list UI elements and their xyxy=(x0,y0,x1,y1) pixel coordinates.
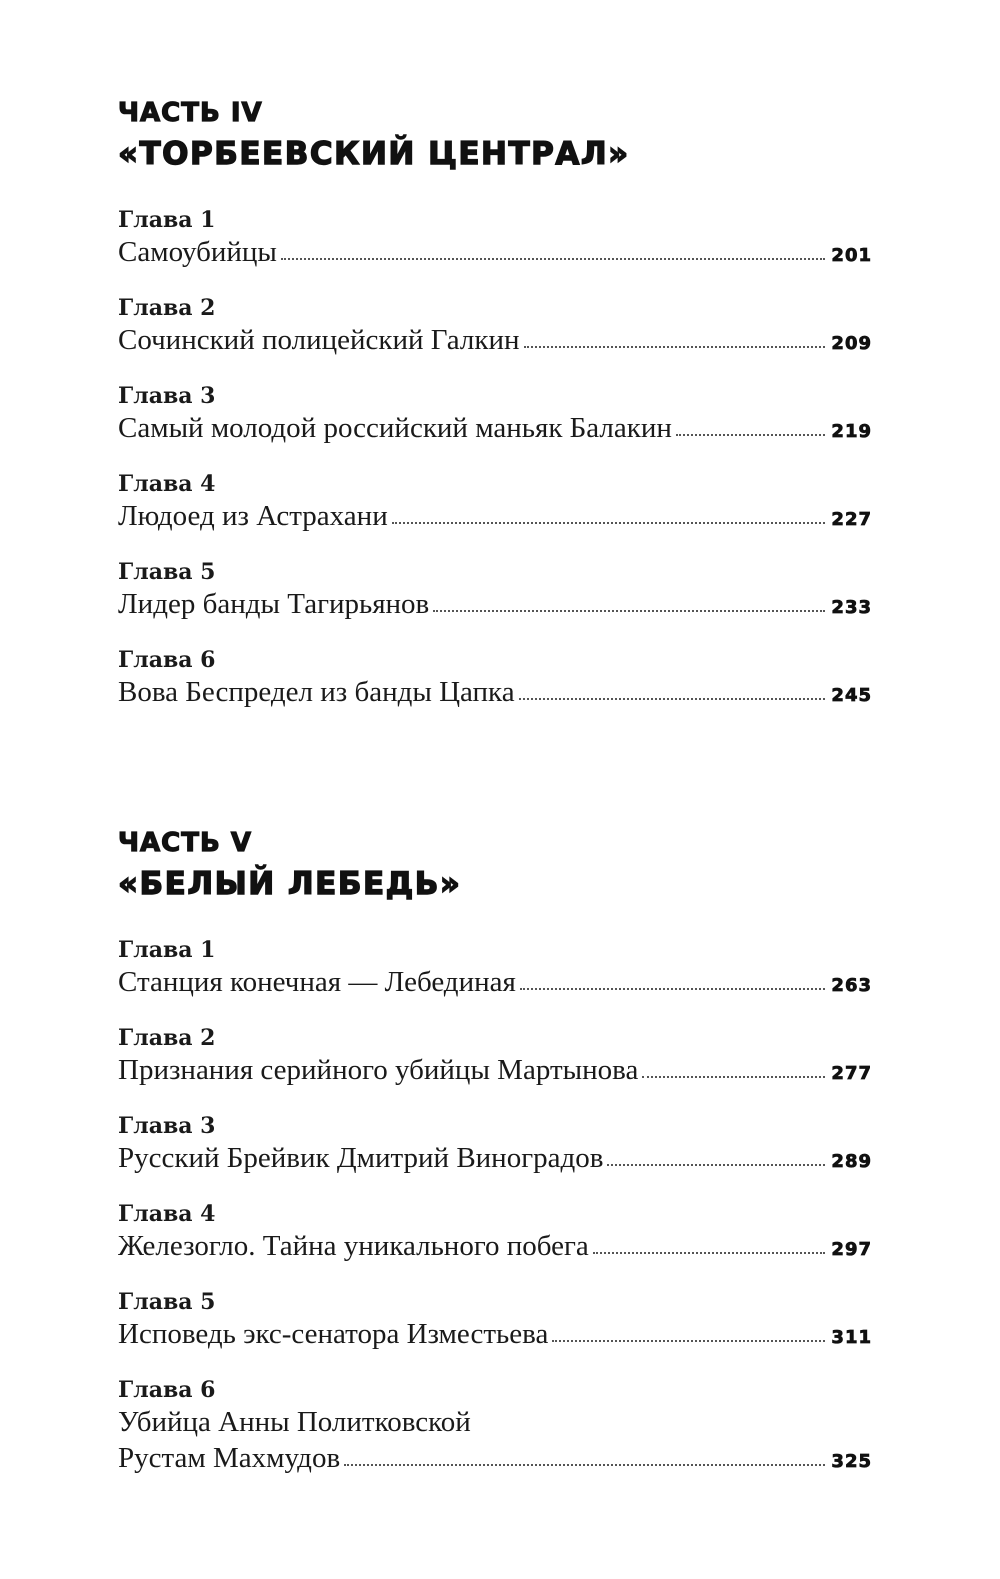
chapter-entry[interactable] xyxy=(118,646,872,734)
page-number: 209 xyxy=(831,333,872,354)
chapter-number: Глава 3 xyxy=(118,1113,216,1139)
page-number: 219 xyxy=(831,421,872,442)
dot-leader xyxy=(520,988,826,990)
chapter-title: Сочинский полицейский Галкин xyxy=(118,324,520,356)
dot-leader xyxy=(281,258,826,260)
dot-leader xyxy=(392,522,826,524)
chapter-title: Железогло. Тайна уникального побега xyxy=(118,1230,589,1262)
chapter-entry[interactable] xyxy=(118,1288,872,1376)
chapter-title-line-2: Рустам Махмудов xyxy=(118,1442,341,1474)
chapter-entry[interactable] xyxy=(118,1200,872,1288)
chapter-list xyxy=(118,206,872,734)
chapter-number: Глава 1 xyxy=(118,207,216,233)
chapter-title: Самый молодой российский маньяк Балакин xyxy=(118,412,672,444)
dot-leader xyxy=(519,698,826,700)
chapter-number: Глава 4 xyxy=(118,471,216,497)
dot-leader xyxy=(593,1252,826,1254)
part-label: ЧАСТЬ IV xyxy=(118,98,263,128)
page-number: 227 xyxy=(831,509,872,530)
chapter-number: Глава 1 xyxy=(118,937,216,963)
page-number: 325 xyxy=(831,1451,872,1472)
chapter-number: Глава 6 xyxy=(118,647,216,673)
chapter-number: Глава 2 xyxy=(118,1025,216,1051)
chapter-entry[interactable] xyxy=(118,470,872,558)
chapter-title: Русский Брейвик Дмитрий Виноградов xyxy=(118,1142,604,1174)
chapter-list xyxy=(118,936,872,1500)
chapter-title-line-1: Убийца Анны Политковской xyxy=(118,1406,471,1438)
chapter-title: Лидер банды Тагирьянов xyxy=(118,588,430,620)
page-number: 245 xyxy=(831,685,872,706)
dot-leader xyxy=(433,610,825,612)
page-number: 311 xyxy=(831,1327,872,1348)
chapter-number: Глава 4 xyxy=(118,1201,216,1227)
dot-leader xyxy=(344,1464,825,1466)
dot-leader xyxy=(524,346,826,348)
chapter-title: Признания серийного убийцы Мартынова xyxy=(118,1054,639,1086)
chapter-number: Глава 5 xyxy=(118,559,216,585)
chapter-entry[interactable] xyxy=(118,206,872,294)
dot-leader xyxy=(607,1164,825,1166)
part-v xyxy=(118,828,872,1500)
chapter-title: Самоубийцы xyxy=(118,236,277,268)
page-number: 289 xyxy=(831,1151,872,1172)
page-number: 297 xyxy=(831,1239,872,1260)
chapter-title: Людоед из Астрахани xyxy=(118,500,388,532)
chapter-number: Глава 5 xyxy=(118,1289,216,1315)
dot-leader xyxy=(552,1340,825,1342)
chapter-title: Исповедь экс-сенатора Изместьева xyxy=(118,1318,549,1350)
chapter-entry[interactable] xyxy=(118,558,872,646)
part-label: ЧАСТЬ V xyxy=(118,828,252,858)
chapter-entry[interactable] xyxy=(118,1024,872,1112)
chapter-title: Вова Беспредел из банды Цапка xyxy=(118,676,515,708)
page-number: 233 xyxy=(831,597,872,618)
page-number: 201 xyxy=(831,245,872,266)
part-iv xyxy=(118,98,872,734)
dot-leader xyxy=(642,1076,825,1078)
page-number: 263 xyxy=(831,975,872,996)
chapter-number: Глава 2 xyxy=(118,295,216,321)
chapter-entry[interactable] xyxy=(118,1112,872,1200)
chapter-number: Глава 3 xyxy=(118,383,216,409)
part-title: «БЕЛЫЙ ЛЕБЕДЬ» xyxy=(118,866,462,902)
chapter-entry[interactable] xyxy=(118,936,872,1024)
dot-leader xyxy=(676,434,826,436)
part-title: «ТОРБЕЕВСКИЙ ЦЕНТРАЛ» xyxy=(118,136,630,172)
chapter-title: Станция конечная — Лебединая xyxy=(118,966,516,998)
table-of-contents xyxy=(118,98,872,1500)
chapter-number: Глава 6 xyxy=(118,1377,216,1403)
chapter-entry[interactable] xyxy=(118,1376,872,1500)
page-number: 277 xyxy=(831,1063,872,1084)
chapter-entry[interactable] xyxy=(118,294,872,382)
chapter-entry[interactable] xyxy=(118,382,872,470)
